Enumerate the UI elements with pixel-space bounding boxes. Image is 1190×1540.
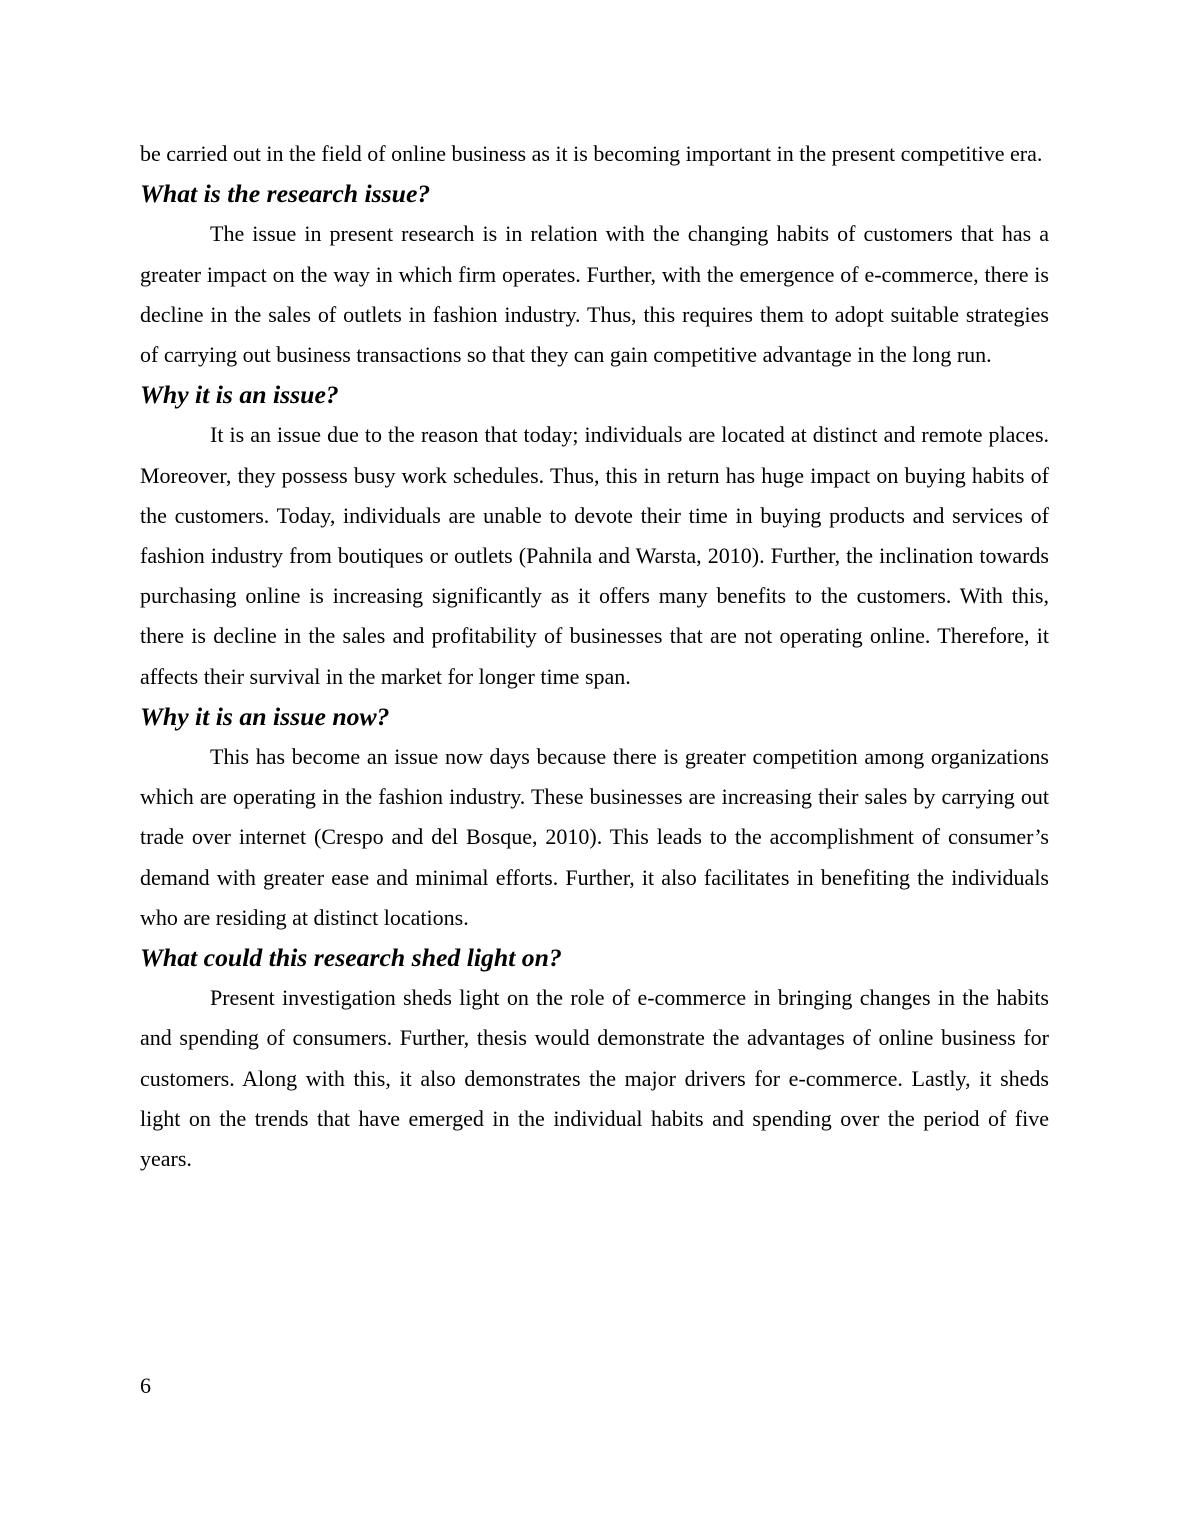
section-heading-research-issue: What is the research issue? [140,179,431,209]
section-body-why-issue: It is an issue due to the reason that today; individuals are located at distinct and remote places. Moreover, they possess busy work schedules. Thus, this in return has huge impact on buying habits of the customers. Today, individuals are unable to devote their time in buying products and services of fashion industry from boutiques or outlets (Pahnila and Warsta, 2010). Further, the inclination towards purchasing online is increasing significantly as it offers many benefits to the customers. With this, there is decline in the sales and profitability of businesses that are not operating online. Therefore, it affects their survival in the market for longer time span. [140,422,1049,689]
page-number: 6 [140,1373,151,1398]
section-body-shed-light: Present investigation sheds light on the role of e-commerce in bringing changes in the habits and spending of consumers. Further, thesis would demonstrate the advantages of online business for customers. Along with this, it also demonstrates the major drivers for e-commerce. Lastly, it sheds light on the trends that have emerged in the individual habits and spending over the period of five years. [140,985,1049,1172]
section-heading-why-issue: Why it is an issue? [140,380,339,410]
section-heading-shed-light: What could this research shed light on? [140,943,562,973]
section-body-research-issue: The issue in present research is in relation with the changing habits of customers that has a greater impact on the way in which firm operates. Further, with the emergence of e-commerce, there is decline in the sales of outlets in fashion industry. Thus, this requires them to adopt suitable strategies of carrying out business transactions so that they can gain competitive advantage in the long run. [140,221,1049,368]
section-heading-why-issue-now: Why it is an issue now? [140,701,390,731]
document-body [140,134,1049,1179]
intro-continuation-paragraph: be carried out in the field of online business as it is becoming important in the present competitive era. [140,141,1043,166]
section-body-why-issue-now: This has become an issue now days because there is greater competition among organizations which are operating in the fashion industry. These businesses are increasing their sales by carrying out trade over internet (Crespo and del Bosque, 2010). This leads to the accomplishment of consumer’s demand with greater ease and minimal efforts. Further, it also facilitates in benefiting the individuals who are residing at distinct locations. [140,744,1049,930]
